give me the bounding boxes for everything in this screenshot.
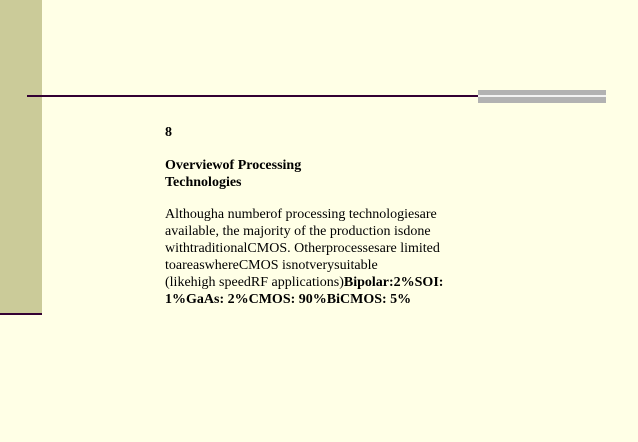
body-line-4: toareaswhereCMOS isnotverysuitable [165, 258, 378, 273]
grey-accent-stripe [478, 95, 606, 97]
slide-number: 8 [165, 125, 172, 140]
body-line-5 [165, 274, 495, 291]
left-band-underline [0, 313, 42, 315]
left-decorative-band [0, 0, 42, 314]
slide-heading-line-2: Technologies [165, 175, 242, 190]
body-line-2: available, the majority of the production isdone [165, 224, 431, 239]
body-line-6-bold: 1%GaAs: 2%CMOS: 90%BiCMOS: 5% [165, 292, 412, 307]
slide-heading [165, 157, 495, 191]
slide-heading-line-1: Overviewof Processing [165, 158, 302, 173]
title-divider-line [27, 95, 478, 97]
slide-body [165, 206, 495, 308]
body-line-5-plain: (likehigh speedRF applications) [165, 275, 344, 290]
body-line-3: withtraditionalCMOS. Otherprocessesare limited [165, 241, 440, 256]
slide-content [165, 124, 495, 308]
body-line-5-bold: Bipolar:2%SOI: [343, 275, 444, 290]
body-line-6 [165, 291, 495, 308]
body-line-1: Althougha numberof processing technologiesare [165, 207, 437, 222]
